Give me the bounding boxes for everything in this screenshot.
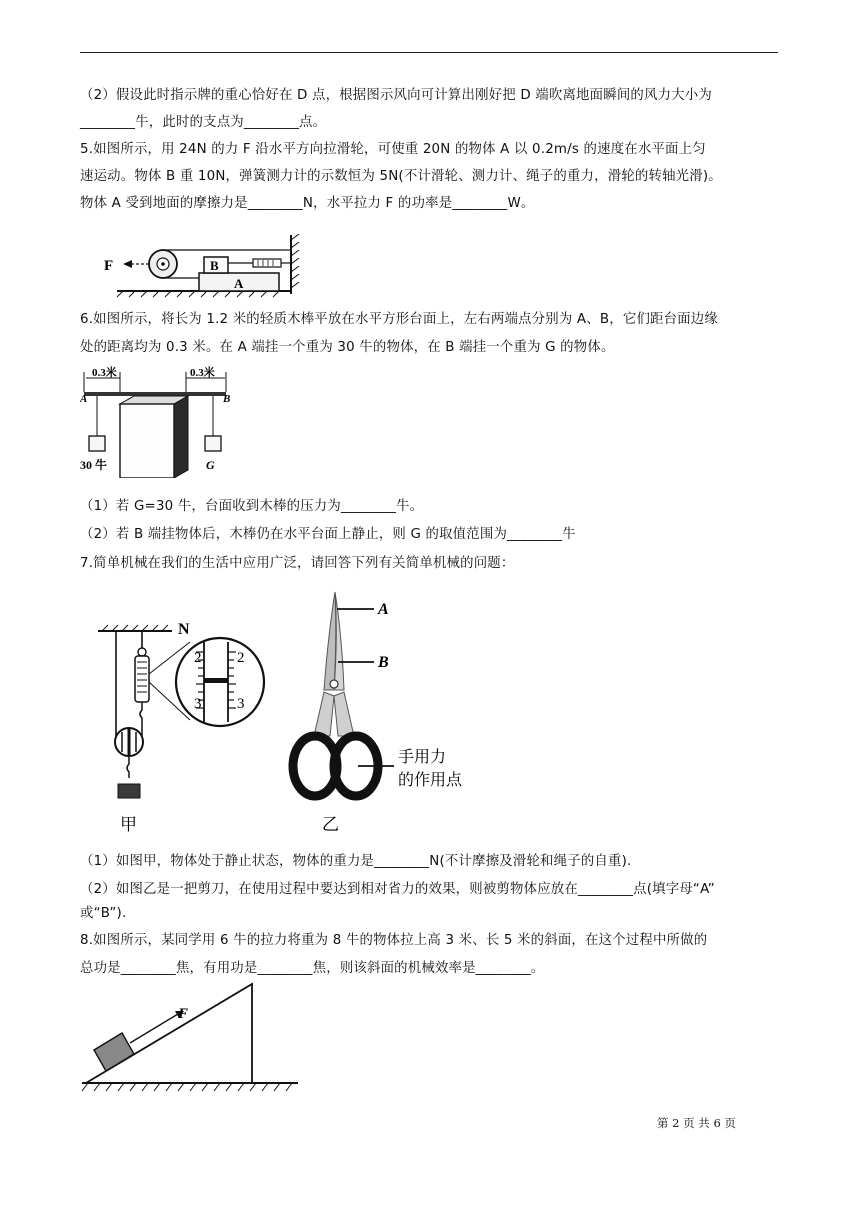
- scale-label-top-left: 2: [194, 650, 202, 666]
- scissors-blade-left: [324, 592, 336, 690]
- weight-right: [205, 436, 221, 451]
- block-b-label: B: [210, 258, 219, 273]
- q4-line-2: ________牛，此时的支点为________点。: [80, 115, 327, 130]
- caption-jia: 甲: [120, 815, 137, 834]
- force-f-label: F: [178, 1006, 189, 1022]
- page-footer: 第 2 页 共 6 页: [657, 1116, 736, 1130]
- q6-lever-figure: [80, 366, 240, 478]
- q8-incline-figure: [80, 980, 302, 1098]
- q8-line-1: 8.如图所示，某同学用 6 牛的拉力将重为 8 牛的物体拉上高 3 米、长 5 米的斜面，在这个过程中所做的: [80, 933, 708, 948]
- distance-left-label: 0.3米: [92, 367, 117, 379]
- q7-sub-2a: （2）如图乙是一把剪刀，在使用过程中要达到相对省力的效果，则被剪物体应放在________点(填字母“A”: [80, 882, 715, 897]
- q5-line-2: 速运动。物体 B 重 10N，弹簧测力计的示数恒为 5N(不计滑轮、测力计、绳子的重力，滑轮的转轴光滑)。: [80, 169, 722, 184]
- weight-left: [89, 436, 105, 451]
- q6-line-1: 6.如图所示，将长为 1.2 米的轻质木棒平放在水平方形台面上，左右两端点分别为 A、B，它们距台面边缘: [80, 312, 718, 327]
- q7-sub-2b: 或“B”).: [80, 906, 127, 921]
- header-rule: [80, 52, 778, 53]
- point-a-label: A: [378, 601, 389, 618]
- point-b-label: B: [378, 654, 389, 671]
- scale-label-bottom-left: 3: [194, 696, 202, 712]
- q6-sub-1: （1）若 G=30 牛，台面收到木棒的压力为________牛。: [80, 499, 424, 514]
- q7-line-1: 7.简单机械在我们的生活中应用广泛，请回答下列有关简单机械的问题：: [80, 556, 515, 571]
- unit-n-label: N: [178, 621, 190, 638]
- caption-yi: 乙: [322, 815, 339, 834]
- scale-label-bottom-right: 3: [237, 696, 245, 712]
- hand-force-label-2: 的作用点: [398, 772, 463, 789]
- hand-force-label-1: 手用力: [398, 749, 447, 766]
- end-b-label: B: [223, 393, 231, 405]
- q4-line-1: （2）假设此时指示牌的重心恰好在 D 点，根据图示风向可计算出刚好把 D 端吹离地面瞬间的风力大小为: [80, 88, 712, 103]
- table-block: [120, 404, 174, 478]
- distance-right-label: 0.3米: [190, 367, 215, 379]
- end-a-label: A: [80, 393, 88, 405]
- block-a-label: A: [234, 276, 244, 291]
- force-f-label: F: [104, 258, 114, 274]
- q5-line-1: 5.如图所示，用 24N 的力 F 沿水平方向拉滑轮，可使重 20N 的物体 A 以 0.2m/s 的速度在水平面上匀: [80, 142, 706, 157]
- scissors-pivot: [330, 680, 338, 688]
- q7-sub-1: （1）如图甲，物体处于静止状态，物体的重力是________N(不计摩擦及滑轮和绳子的自重).: [80, 854, 632, 869]
- q6-line-2: 处的距离均为 0.3 米。在 A 端挂一个重为 30 牛的物体，在 B 端挂一个重为 G 的物体。: [80, 340, 615, 355]
- incline-block: [94, 1033, 134, 1071]
- wooden-stick: [84, 392, 226, 396]
- q5-pulley-figure: [95, 232, 305, 298]
- hanging-weight: [118, 784, 140, 798]
- q8-line-2: 总功是________焦，有用功是________焦，则该斜面的机械效率是________。: [80, 961, 545, 976]
- q5-line-3: 物体 A 受到地面的摩擦力是________N，水平拉力 F 的功率是________W。: [80, 196, 535, 211]
- weight-right-label: G: [206, 458, 215, 472]
- spring-scale-body: [135, 656, 149, 702]
- q6-sub-2: （2）若 B 端挂物体后，木棒仍在水平台面上静止，则 G 的取值范围为________牛: [80, 527, 576, 542]
- spring-scale: [253, 259, 281, 267]
- q7-figure: [92, 586, 502, 836]
- scale-pointer: [204, 678, 228, 683]
- scale-label-top-right: 2: [237, 650, 245, 666]
- weight-left-label: 30 牛: [80, 458, 108, 472]
